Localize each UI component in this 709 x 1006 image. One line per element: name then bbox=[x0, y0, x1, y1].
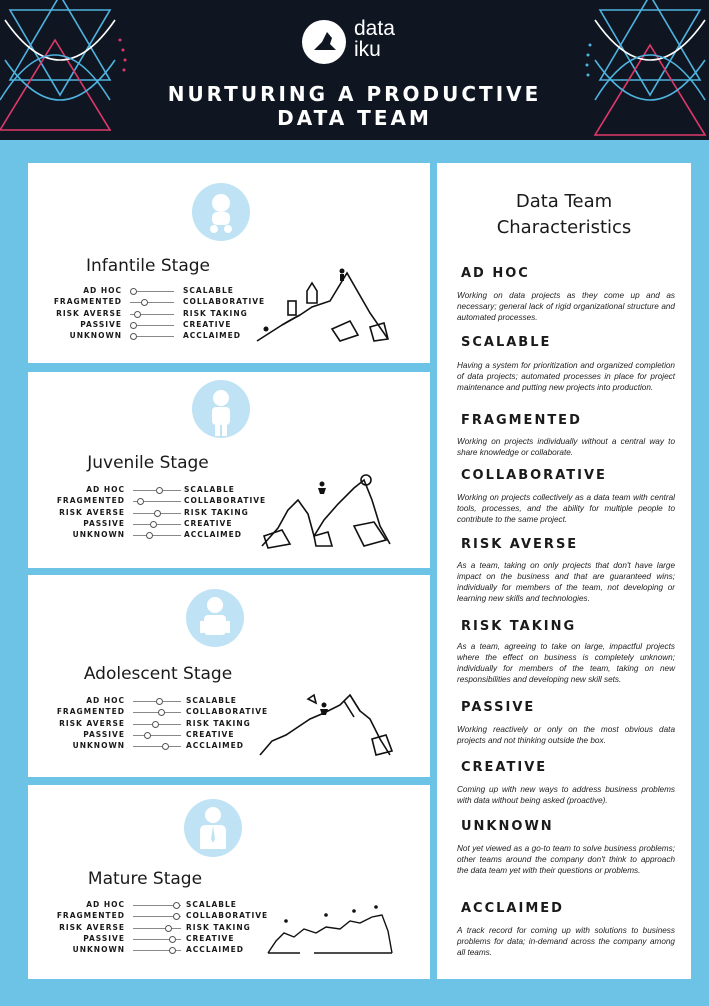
term-unknown: UNKNOWN bbox=[461, 819, 554, 834]
left-trait-label: PASSIVE bbox=[83, 933, 125, 943]
trait-slider-knob bbox=[130, 333, 137, 340]
right-trait-label: COLLABORATIVE bbox=[184, 496, 267, 506]
definition-creative: Coming up with new ways to address business problems with data without being asked (proactive). bbox=[457, 785, 675, 805]
logo-line-1: data bbox=[354, 17, 395, 40]
trait-slider-knob bbox=[134, 311, 141, 318]
mountain-illustration bbox=[264, 903, 414, 963]
right-trait-label: ACCLAIMED bbox=[186, 945, 244, 955]
trait-slider-track bbox=[130, 302, 174, 303]
trait-slider-track bbox=[133, 490, 181, 491]
trait-slider-track bbox=[130, 314, 174, 315]
stage-title: Juvenile Stage bbox=[87, 453, 209, 473]
trait-slider-track bbox=[133, 905, 181, 906]
left-trait-label: AD HOC bbox=[86, 900, 125, 909]
trait-slider-track bbox=[133, 524, 181, 525]
left-trait-label: RISK AVERSE bbox=[56, 308, 122, 318]
left-trait-label: AD HOC bbox=[86, 696, 125, 705]
characteristics-panel bbox=[437, 163, 691, 979]
right-trait-label: SCALABLE bbox=[186, 696, 237, 705]
trait-slider-knob bbox=[146, 532, 153, 539]
trait-slider-knob bbox=[150, 521, 157, 528]
left-trait-label: PASSIVE bbox=[80, 319, 122, 329]
left-trait-label: FRAGMENTED bbox=[53, 297, 122, 307]
right-trait-label: CREATIVE bbox=[186, 933, 235, 943]
right-trait-label: CREATIVE bbox=[186, 729, 235, 739]
dataiku-logo bbox=[302, 18, 412, 66]
right-trait-label: RISK TAKING bbox=[184, 507, 249, 517]
baby-icon bbox=[192, 183, 250, 241]
trait-slider-track bbox=[133, 724, 181, 725]
header-banner bbox=[0, 0, 709, 140]
term-fragmented: FRAGMENTED bbox=[461, 413, 582, 428]
stage-card-mature bbox=[28, 785, 430, 979]
mountain-illustration bbox=[254, 683, 424, 763]
right-trait-label: ACCLAIMED bbox=[183, 331, 241, 341]
stage-title: Adolescent Stage bbox=[83, 664, 233, 684]
left-trait-label: UNKNOWN bbox=[72, 530, 125, 540]
trait-slider-knob bbox=[152, 721, 159, 728]
right-trait-label: ACCLAIMED bbox=[186, 741, 244, 751]
trait-slider-track bbox=[133, 939, 181, 940]
mountain-illustration bbox=[252, 263, 422, 348]
definition-collaborative: Working on projects collectively as a data team with central tools, processes, and the ability for multiple people to contribute to the same project. bbox=[457, 493, 675, 524]
mountain-illustration bbox=[254, 470, 424, 555]
trait-slider-track bbox=[133, 950, 181, 951]
left-trait-label: RISK AVERSE bbox=[59, 507, 125, 517]
trait-slider-track bbox=[130, 325, 174, 326]
left-trait-label: UNKNOWN bbox=[69, 331, 122, 341]
right-trait-label: SCALABLE bbox=[186, 900, 237, 909]
trait-slider-track bbox=[133, 513, 181, 514]
stage-card-juvenile bbox=[28, 372, 430, 568]
right-trait-label: RISK TAKING bbox=[186, 922, 251, 932]
trait-slider-track bbox=[133, 746, 181, 747]
term-collaborative: COLLABORATIVE bbox=[461, 468, 607, 483]
trait-slider-knob bbox=[173, 902, 180, 909]
definition-ad-hoc: Working on data projects as they come up and as necessary; general lack of rigid organizational structure and automated processes. bbox=[457, 291, 675, 322]
definition-risk-averse: As a team, taking on only projects that don't have large impact on the business and that are guaranteed wins; individually for members of the team, not developing or learning new skills and technologies. bbox=[457, 561, 675, 603]
characteristics-title-line-1: Data Team bbox=[515, 191, 613, 212]
trait-slider-knob bbox=[137, 498, 144, 505]
definition-passive: Working reactively or only on the most obvious data projects and not thinking outside the box. bbox=[457, 725, 675, 745]
right-trait-label: COLLABORATIVE bbox=[186, 911, 269, 921]
term-risk-taking: RISK TAKING bbox=[461, 619, 577, 634]
page-title-line-1: NURTURING A PRODUCTIVE bbox=[167, 82, 542, 106]
right-trait-label: CREATIVE bbox=[184, 518, 233, 528]
trait-slider-knob bbox=[169, 947, 176, 954]
trait-slider-track bbox=[133, 701, 181, 702]
trait-slider-track bbox=[130, 336, 174, 337]
left-trait-label: PASSIVE bbox=[83, 518, 125, 528]
trait-slider-knob bbox=[156, 698, 163, 705]
trait-slider-knob bbox=[162, 743, 169, 750]
left-trait-label: UNKNOWN bbox=[72, 741, 125, 751]
right-trait-label: RISK TAKING bbox=[186, 718, 251, 728]
trait-slider-track bbox=[133, 535, 181, 536]
definition-acclaimed: A track record for coming up with solutions to business problems for data; in-demand across the company among all teams. bbox=[457, 926, 675, 957]
definition-risk-taking: As a team, agreeing to take on large, impactful projects where the effect on business is completely unknown; individually for members of the team, taking on new responsibilities and developing new skill sets. bbox=[457, 642, 675, 684]
left-trait-label: RISK AVERSE bbox=[59, 922, 125, 932]
trait-slider-knob bbox=[141, 299, 148, 306]
characteristics-title bbox=[437, 189, 691, 241]
stage-card-adolescent bbox=[28, 575, 430, 777]
trait-slider-track bbox=[133, 712, 181, 713]
bird-icon bbox=[302, 20, 346, 64]
term-creative: CREATIVE bbox=[461, 760, 548, 775]
definition-scalable: Having a system for prioritization and organized completion of data projects; automated processes in place for project maintenance and putting new projects into production. bbox=[457, 361, 675, 392]
trait-slider-knob bbox=[173, 913, 180, 920]
left-trait-label: AD HOC bbox=[83, 286, 122, 295]
right-trait-label: SCALABLE bbox=[184, 485, 235, 494]
right-trait-label: COLLABORATIVE bbox=[186, 707, 269, 717]
characteristics-title-line-2: Characteristics bbox=[496, 217, 632, 238]
term-acclaimed: ACCLAIMED bbox=[461, 901, 564, 916]
page-title-line-2: DATA TEAM bbox=[277, 106, 432, 130]
left-trait-label: PASSIVE bbox=[83, 729, 125, 739]
trait-slider-knob bbox=[156, 487, 163, 494]
right-trait-label: SCALABLE bbox=[183, 286, 234, 295]
trait-slider-track bbox=[133, 735, 181, 736]
stage-title: Infantile Stage bbox=[85, 256, 211, 276]
term-scalable: SCALABLE bbox=[461, 335, 552, 350]
term-passive: PASSIVE bbox=[461, 700, 536, 715]
left-trait-label: RISK AVERSE bbox=[59, 718, 125, 728]
trait-slider-track bbox=[133, 916, 181, 917]
trait-slider-track bbox=[133, 928, 181, 929]
left-trait-label: FRAGMENTED bbox=[56, 911, 125, 921]
right-trait-label: COLLABORATIVE bbox=[183, 297, 266, 307]
right-trait-label: ACCLAIMED bbox=[184, 530, 242, 540]
trait-slider-knob bbox=[144, 732, 151, 739]
trait-slider-knob bbox=[169, 936, 176, 943]
left-trait-label: AD HOC bbox=[86, 485, 125, 494]
term-ad-hoc: AD HOC bbox=[461, 266, 530, 281]
trait-slider-knob bbox=[130, 322, 137, 329]
right-trait-label: RISK TAKING bbox=[183, 308, 248, 318]
teen-icon bbox=[186, 589, 244, 647]
trait-slider-knob bbox=[154, 510, 161, 517]
definition-fragmented: Working on projects individually without a central way to share knowledge or collaborate. bbox=[457, 437, 675, 457]
trait-slider-track bbox=[133, 501, 181, 502]
logo-text bbox=[354, 18, 395, 60]
left-trait-label: FRAGMENTED bbox=[56, 707, 125, 717]
trait-slider-track bbox=[130, 291, 174, 292]
child-icon bbox=[192, 380, 250, 438]
adult-icon bbox=[184, 799, 242, 857]
logo-line-2: iku bbox=[354, 38, 381, 61]
stage-title: Mature Stage bbox=[87, 869, 203, 889]
trait-slider-knob bbox=[165, 925, 172, 932]
term-risk-averse: RISK AVERSE bbox=[461, 537, 579, 552]
right-trait-label: CREATIVE bbox=[183, 319, 232, 329]
trait-slider-knob bbox=[130, 288, 137, 295]
trait-slider-knob bbox=[158, 709, 165, 716]
left-trait-label: FRAGMENTED bbox=[56, 496, 125, 506]
stage-card-infantile bbox=[28, 163, 430, 363]
left-trait-label: UNKNOWN bbox=[72, 945, 125, 955]
definition-unknown: Not yet viewed as a go-to team to solve business problems; other teams around the company don't think to approach the data team yet with their questions or problems. bbox=[457, 844, 675, 875]
